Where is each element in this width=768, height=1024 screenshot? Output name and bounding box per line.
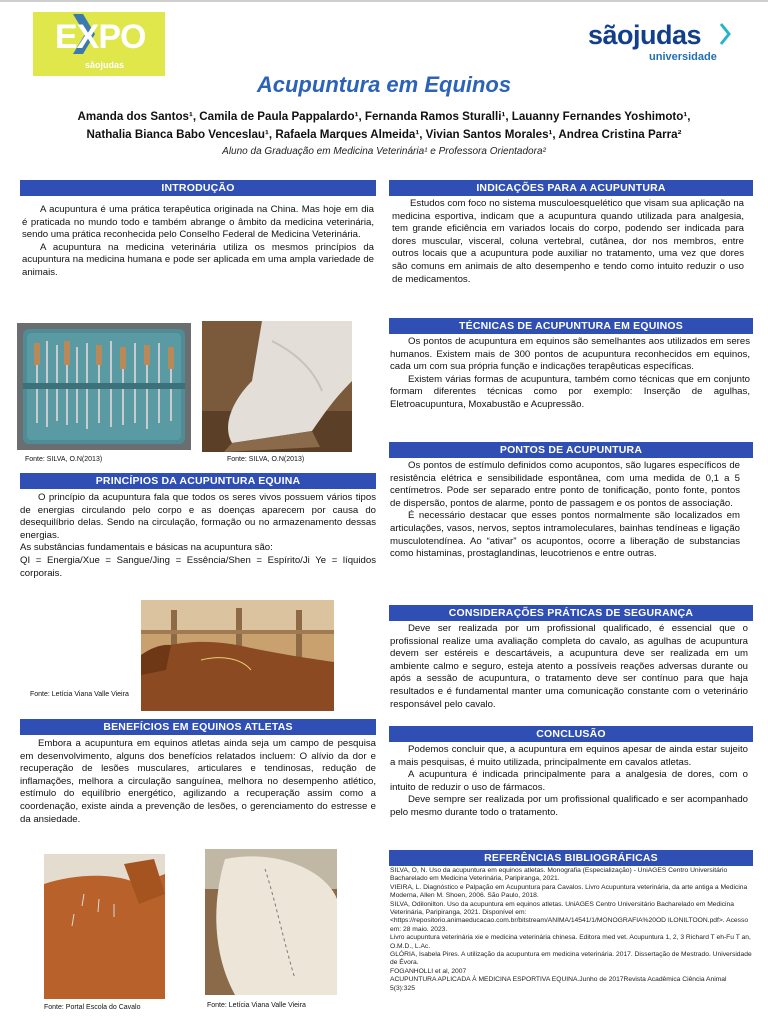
- section-indicacoes-text: [392, 198, 744, 286]
- principios-paragraph-1: O princípio da acupuntura fala que todos os seres vivos possuem vários tipos de energias circulando pelo corpo e as doenças aparecem por causa do desequilíbrio delas. Sendo na circulação, formação ou no armazenamento dessas energias.: [20, 492, 376, 541]
- section-heading-conclusao: CONCLUSÃO: [389, 726, 753, 742]
- pontos-paragraph-1: Os pontos de estímulo definidos como acupontos, são lugares específicos de resistência elétrica e sensibilidade espontânea, com uma medida de 0,1 a 5 centímetros. Pode ser separado entre ponto de tonificação, ponto fonte, pontos de dispersão, pontos de alarme, ponto de passagem e os pontos de associação.: [390, 460, 740, 509]
- university-logo-sub: universidade: [649, 51, 717, 63]
- reference-item: Livro acupuntura veterinária xie e medicina veterinária chinesa. Editora med vet. Acupuntura 1, 2, 3 Richard T eh-Fu T an, O.M.D., L.Ac.: [390, 934, 751, 950]
- section-heading-beneficios: BENEFÍCIOS EM EQUINOS ATLETAS: [20, 719, 376, 735]
- section-beneficios-text: [20, 738, 376, 826]
- conclusao-paragraph-2: A acupuntura é indicada principalmente para a analgesia de dores, com o intuito de reduzir o uso de fármacos.: [390, 769, 748, 793]
- tecnicas-paragraph-2: Existem várias formas de acupuntura, também como técnicas que em conjunto formam diferentes técnicas como por exemplo: Inserção de agulhas, Eletroacupuntura, Moxabustão e Acupressão.: [390, 373, 750, 410]
- conclusao-paragraph-3: Deve sempre ser realizada por um profissional qualificado e ser acompanhado pelo mesmo durante todo o tratamento.: [390, 794, 748, 818]
- section-seguranca-text: [390, 623, 748, 711]
- principios-paragraph-2: As substâncias fundamentais e básicas na acupuntura são:: [20, 542, 273, 554]
- photo-horse-acupuncture-right: [205, 849, 337, 995]
- photo-horse-acupuncture-left: [44, 854, 165, 999]
- authors: [20, 108, 748, 144]
- section-conclusao-text: [390, 744, 748, 820]
- section-introducao-text: [22, 204, 374, 280]
- chevron-right-icon: [719, 22, 731, 46]
- affiliation: Aluno da Graduação em Medicina Veterinária¹ e Professora Orientadora²: [222, 146, 546, 157]
- caption-horse-in-stable: Fonte: Letícia Viana Valle Vieira: [30, 691, 129, 698]
- photo-horse-hoof: [202, 321, 352, 452]
- section-heading-principios: PRINCÍPIOS DA ACUPUNTURA EQUINA: [20, 473, 376, 489]
- reference-item: SILVA, Odilonilton. Uso da acupuntura em equinos atletas. UniAGES Centro Universitário Bacharelado em Medicina Veterinária, Paripiranga, 2021. Disponível em: <https://repositorio.animaeducacao.com.br/bitstream/ANIMA/14541/1/MONOGRAFIA%20OD ILONILTOON.pdf>. Acesso em: 28 maio. 2023.: [390, 900, 749, 933]
- beneficios-paragraph-1: Embora a acupuntura em equinos atletas ainda seja um campo de pesquisa em desenvolvimento, alguns dos benefícios relatados incluem: O alívio da dor e recuperação de lesões musculares, articulares e tendinosas, redução de inflamações, melhora a circulação sanguínea, melhora no desempenho atlético, estímulo do equilíbrio energético, agilizando a recuperação assim como a coordenação, existe ainda a prevenção de lesões, o gerenciamento do estresse e da ansiedade.: [20, 738, 376, 825]
- expo-logo-sub: sãojudas: [85, 60, 125, 70]
- caption-horse-acupuncture-left: Fonte: Portal Escola do Cavalo: [44, 1004, 141, 1011]
- photo-horse-in-stable: [141, 600, 334, 711]
- section-heading-pontos: PONTOS DE ACUPUNTURA: [389, 442, 753, 458]
- principios-paragraph-3: QI = Energia/Xue = Sangue/Jing = Essência/Shen = Espírito/Ji Ye = líquidos corporais.: [20, 554, 376, 579]
- caption-horse-acupuncture-right: Fonte: Letícia Viana Valle Vieira: [207, 1002, 306, 1009]
- indicacoes-paragraph-1: Estudos com foco no sistema musculoesquelético que visam sua aplicação na medicina esportiva, indicam que a acupuntura quando utilizada para analgesia, tem grande eficiência em variados locais do corpo, podendo ser indicada para dores muscular, visceral, coluna vertebral, cutânea, dor nos membros, entre outros locais que a acupuntura pode auxiliar no tratamento, uma vez que dores são comuns em animais de alto desempenho e tendo como intuito reduzir o uso de medicamentos.: [392, 198, 744, 285]
- reference-item: FOGANHOLLI et al, 2007: [390, 967, 467, 975]
- caption-horse-hoof: Fonte: SILVA, O.N(2013): [227, 456, 305, 463]
- poster-title: Acupuntura em Equinos: [256, 72, 512, 97]
- section-heading-tecnicas: TÉCNICAS DE ACUPUNTURA EM EQUINOS: [389, 318, 753, 334]
- reference-item: GLÓRIA, Isabela Pires. A utilização da acupuntura em medicina veterinária. 2017. Dissertação de Mestrado. Universidade de Évora.: [390, 951, 752, 967]
- reference-item: SILVA, O, N. Uso da acupuntura em equinos atletas. Monografia (Especialização) - UniAGES Centro Universitário Bacharelado em Medicina Veterinária, Paripiranga, 2021.: [390, 867, 728, 883]
- reference-item: VIEIRA, L. Diagnóstico e Palpação em Acupuntura para Cavalos. Livro Acupuntura veterinária, da arte antiga a Medicina Moderna, Allen M. Shoen, 2006. São Paulo, 2018.: [390, 883, 748, 900]
- university-logo-main: sãojudas: [588, 20, 702, 50]
- section-pontos-text: [390, 460, 740, 561]
- photo-acupuncture-needle-kit: [17, 323, 191, 450]
- section-heading-introducao: INTRODUÇÃO: [20, 180, 376, 196]
- section-heading-seguranca: CONSIDERAÇÕES PRÁTICAS DE SEGURANÇA: [389, 605, 753, 621]
- authors-line-2: Nathalia Bianca Babo Venceslau¹, Rafaela Marques Almeida¹, Vivian Santos Morales¹, Andrea Cristina Parra²: [86, 128, 682, 141]
- tecnicas-paragraph-1: Os pontos de acupuntura em equinos são semelhantes aos utilizados em seres humanos. Existem mais de 300 pontos de acupuntura reconhecidos em equinos, cada um com sua própria função e indicações terapêuticas específicas.: [390, 336, 750, 373]
- caption-needle-kit: Fonte: SILVA, O.N(2013): [25, 456, 103, 463]
- section-heading-indicacoes: INDICAÇÕES PARA A ACUPUNTURA: [389, 180, 753, 196]
- expo-logo: [33, 12, 165, 76]
- section-principios-text: [20, 492, 376, 580]
- university-logo: [588, 20, 738, 66]
- seguranca-paragraph-1: Deve ser realizada por um profissional qualificado, é essencial que o profissional realize uma avaliação completa do cavalo, as agulhas de acupuntura devem ser estéreis e descartáveis, a acupuntura deve ser realizada em um ambiente calmo e seguro, esteja atento a possíveis reações adversas durante ou após a sessão de acupuntura, o tratamento deve ser contínuo para que haja resultados e é fundamental manter uma comunicação constante com o veterinário responsável pelo cavalo.: [390, 623, 748, 710]
- introducao-paragraph-1: A acupuntura é uma prática terapêutica originada na China. Mas hoje em dia é praticada no mundo todo e também abrange o âmbito da medicina veterinária, sendo uma prática reconhecida pelo Conselho Federal de Medicina Veterinária.: [22, 204, 374, 241]
- authors-line-1: Amanda dos Santos¹, Camila de Paula Pappalardo¹, Fernanda Ramos Sturalli¹, Lauanny Fernandes Yoshimoto¹,: [77, 110, 691, 123]
- conclusao-paragraph-1: Podemos concluir que, a acupuntura em equinos apesar de ainda estar sujeito a mais pesquisas, é muito utilizada, principalmente em cavalos atletas.: [390, 744, 748, 768]
- top-border: [0, 0, 768, 2]
- pontos-paragraph-2: É necessário destacar que esses pontos normalmente são localizados em articulações, vasos, nervos, septos intramoleculares, bainhas tendíneas e ligação musculotendínea. Ao “ativar” os acupontos, ocorre a liberação de substancias como histaminas, prostaglandinas, leucotrienos e entre outras.: [390, 510, 740, 560]
- section-heading-referencias: REFERÊNCIAS BIBLIOGRÁFICAS: [389, 850, 753, 866]
- section-tecnicas-text: [390, 336, 750, 412]
- introducao-paragraph-2: A acupuntura na medicina veterinária utiliza os mesmos princípios da acupuntura na medicina humana e pode ser aplicada em uma ampla variedade de animais.: [22, 241, 374, 278]
- references-list: [390, 867, 752, 993]
- reference-item: ACUPUNTURA APLICADA À MEDICINA ESPORTIVA EQUINA.Junho de 2017Revista Acadêmica Ciência Animal 5(3):325: [390, 976, 727, 992]
- expo-logo-text: EXPO: [55, 18, 146, 56]
